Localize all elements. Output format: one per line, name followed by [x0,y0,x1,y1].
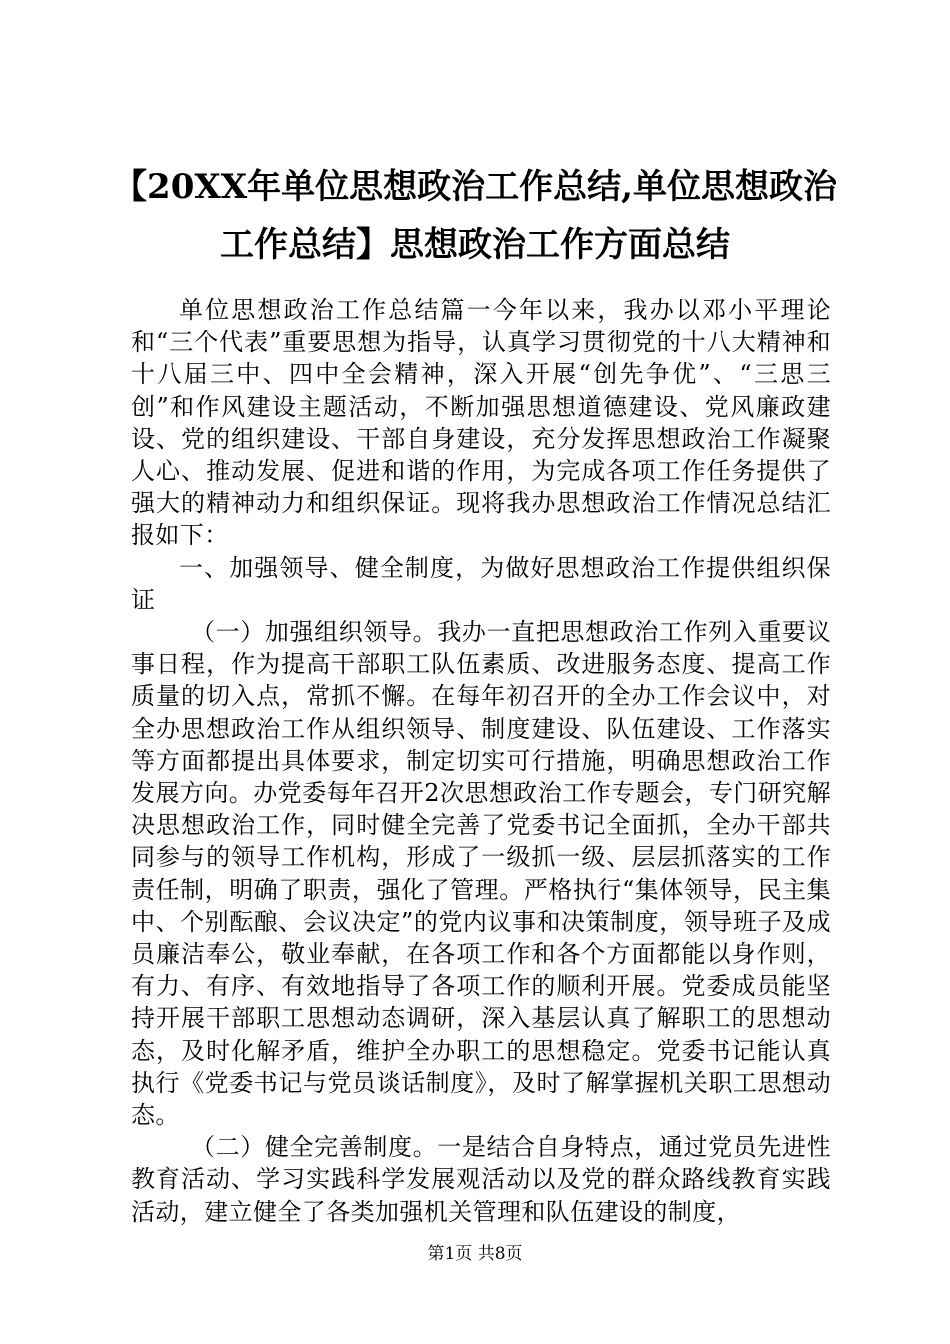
document-body [131,294,831,1228]
document-title: 【20XX年单位思想政治工作总结,单位思想政治工作总结】思想政治工作方面总结 [113,167,837,265]
paragraph-subsection-2: （二）健全完善制度。一是结合自身特点，通过党员先进性教育活动、学习实践科学发展观活动以及党的群众路线教育实践活动，建立健全了各类加强机关管理和队伍建设的制度， [131,1133,831,1226]
page-footer: 第1页 共8页 [427,1244,523,1264]
paragraph-section-heading: 一、加强领导、健全制度，为做好思想政治工作提供组织保证 [131,553,831,614]
paragraph-intro: 单位思想政治工作总结篇一今年以来，我办以邓小平理论和“三个代表”重要思想为指导，认真学习贯彻党的十八大精神和十八届三中、四中全会精神，深入开展“创先争优”、“三思三创”和作风建设主题活动，不断加强思想道德建设、党风廉政建设、党的组织建设、干部自身建设，充分发挥思想政治工作凝聚人心、推动发展、促进和谐的作用，为完成各项工作任务提供了强大的精神动力和组织保证。现将我办思想政治工作情况总结汇报如下： [131,296,831,550]
paragraph-subsection-1: （一）加强组织领导。我办一直把思想政治工作列入重要议事日程，作为提高干部职工队伍素质、改进服务态度、提高工作质量的切入点，常抓不懈。在每年初召开的全办工作会议中，对全办思想政治工作从组织领导、制度建设、队伍建设、工作落实等方面都提出具体要求，制定切实可行措施，明确思想政治工作发展方向。办党委每年召开2次思想政治工作专题会，专门研究解决思想政治工作，同时健全完善了党委书记全面抓，全办干部共同参与的领导工作机构，形成了一级抓一级、层层抓落实的工作责任制，明确了职责，强化了管理。严格执行“集体领导，民主集中、个别酝酿、会议决定”的党内议事和决策制度，领导班子及成员廉洁奉公，敬业奉献，在各项工作和各个方面都能以身作则，有力、有序、有效地指导了各项工作的顺利开展。党委成员能坚持开展干部职工思想动态调研，深入基层认真了解职工的思想动态，及时化解矛盾，维护全办职工的思想稳定。党委书记能认真执行《党委书记与党员谈话制度》，及时了解掌握机关职工思想动态。 [131,618,831,1130]
